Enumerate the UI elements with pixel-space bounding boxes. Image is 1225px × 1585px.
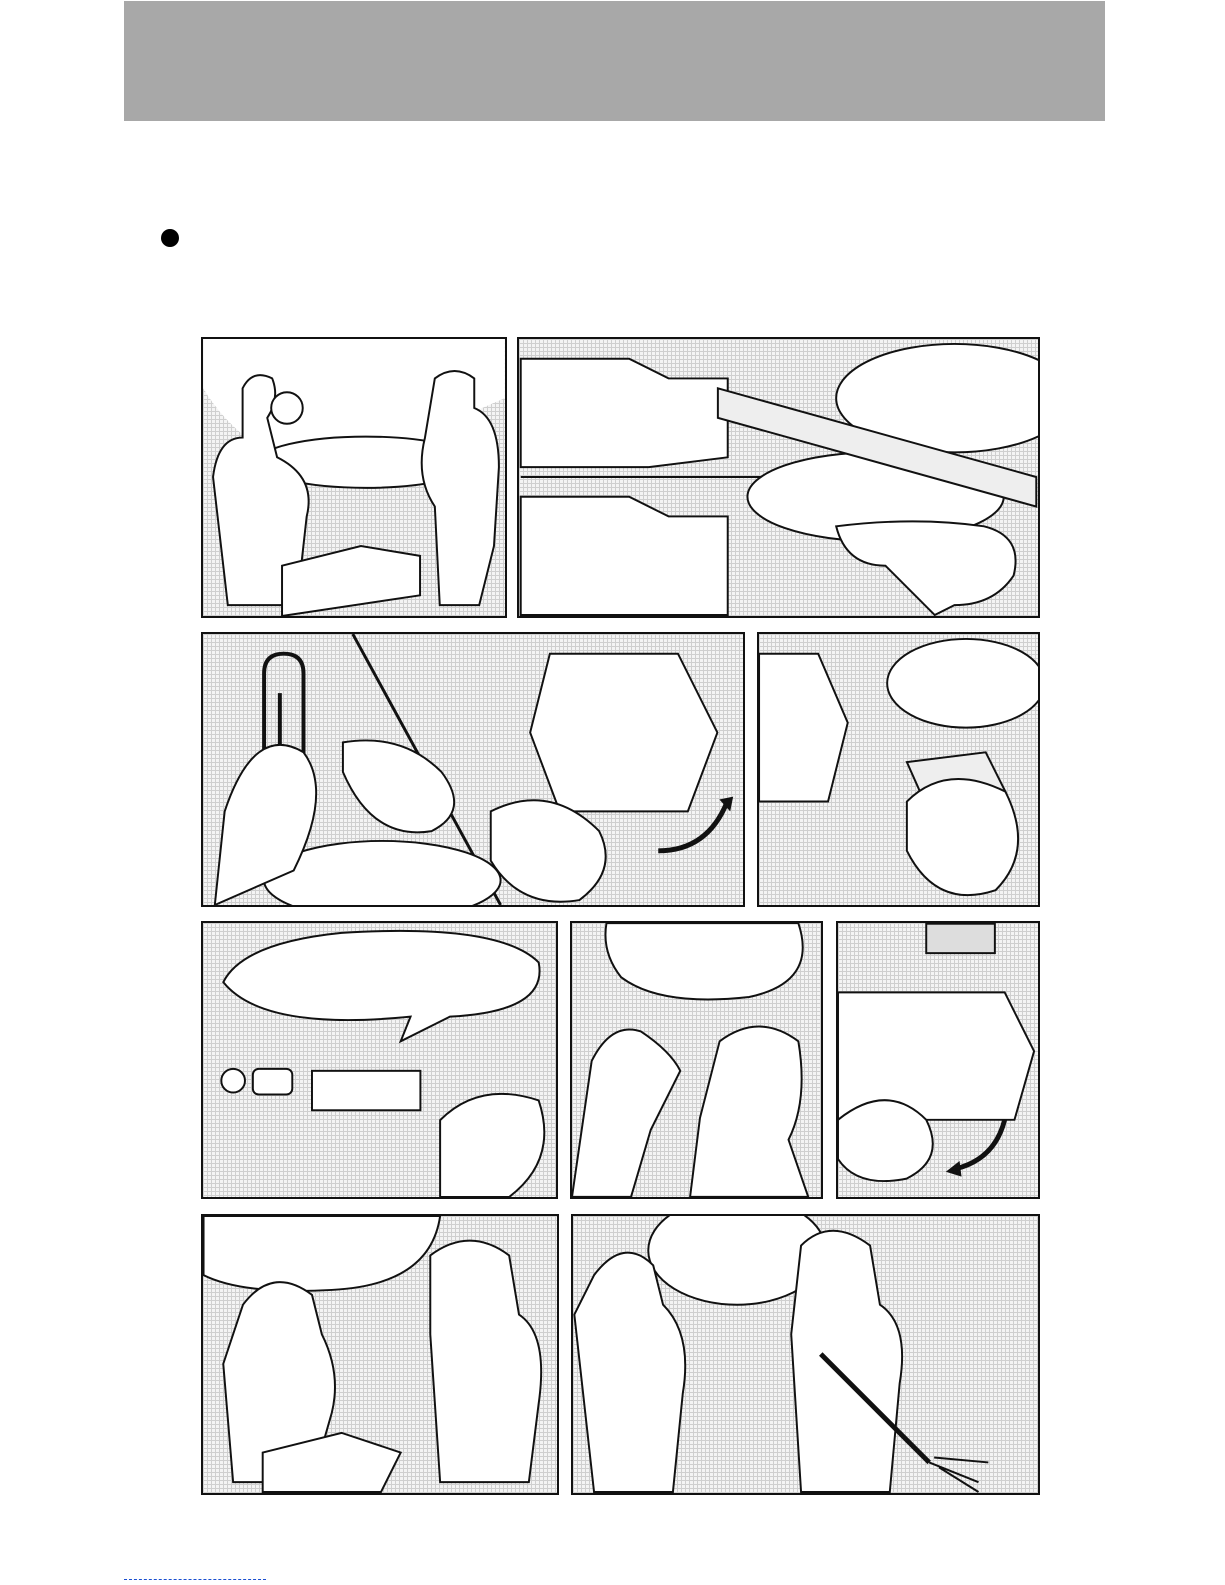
panel-6-illustration bbox=[572, 923, 821, 1197]
comic-panel-3 bbox=[201, 632, 745, 907]
pump-bottom bbox=[521, 497, 728, 615]
pump-top bbox=[521, 359, 728, 467]
comic-panel-5 bbox=[201, 921, 558, 1199]
water-spray-icon bbox=[929, 1458, 988, 1493]
man-right bbox=[791, 1231, 902, 1492]
footer-rule bbox=[124, 1579, 266, 1580]
hand bbox=[907, 779, 1018, 895]
speech-bubble bbox=[605, 923, 802, 999]
comic-panel-1 bbox=[201, 337, 507, 618]
turn-arrow-icon bbox=[956, 1120, 1005, 1169]
pump-valve bbox=[530, 654, 717, 812]
comic-panel-4 bbox=[757, 632, 1040, 907]
man-left bbox=[572, 1029, 680, 1196]
panel-5-illustration bbox=[203, 923, 556, 1197]
header-bar bbox=[124, 1, 1105, 121]
wrench-hand bbox=[491, 800, 606, 901]
wrench-hand bbox=[838, 1100, 933, 1181]
comic-panel-8 bbox=[201, 1214, 559, 1495]
panel-4-illustration bbox=[759, 634, 1038, 905]
hand-with-pin bbox=[440, 1094, 544, 1197]
man-right bbox=[422, 371, 499, 605]
man-right bbox=[430, 1241, 541, 1483]
panel-7-illustration bbox=[838, 923, 1038, 1197]
panel-8-illustration bbox=[203, 1216, 557, 1493]
man-right bbox=[690, 1027, 808, 1197]
pump-body bbox=[838, 992, 1034, 1119]
panel-3-illustration bbox=[203, 634, 743, 905]
panel-9-illustration bbox=[573, 1216, 1038, 1493]
pump-body bbox=[759, 654, 848, 802]
comic-panel-6 bbox=[570, 921, 823, 1199]
comic-panel-9 bbox=[571, 1214, 1040, 1495]
panel-1-illustration bbox=[203, 339, 505, 616]
man-left bbox=[574, 1253, 685, 1492]
speech-bubble bbox=[223, 931, 539, 1041]
pointing-hand bbox=[836, 521, 1015, 615]
hand-right bbox=[343, 740, 454, 832]
comic-panel-2 bbox=[517, 337, 1040, 618]
speech-bubble bbox=[204, 1216, 441, 1291]
bullet-icon bbox=[161, 229, 179, 247]
panel-2-illustration bbox=[519, 339, 1038, 616]
comic-panel-7 bbox=[836, 921, 1040, 1199]
